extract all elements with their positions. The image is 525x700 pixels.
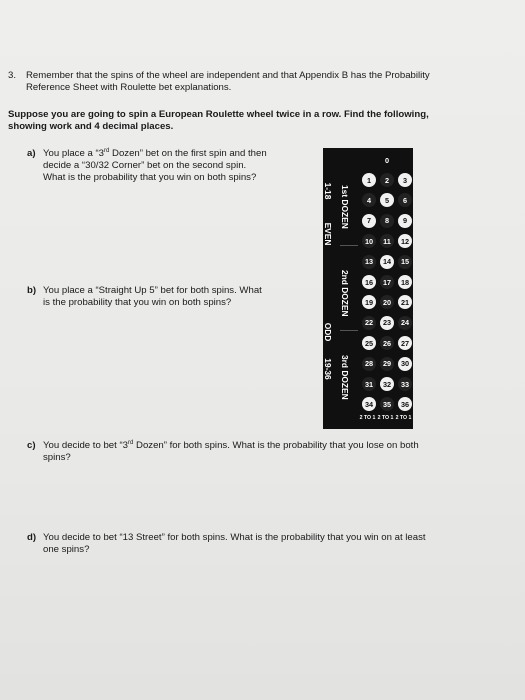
part-c-label: c) <box>27 440 36 451</box>
part-c-line2: spins? <box>43 452 71 463</box>
roulette-number: 31 <box>362 377 376 391</box>
part-b-line1: You place a “Straight Up 5” bet for both spins. What <box>43 285 262 296</box>
roulette-number: 4 <box>362 193 376 207</box>
roulette-number: 32 <box>380 377 394 391</box>
roulette-number: 16 <box>362 275 376 289</box>
roulette-number: 24 <box>398 316 412 330</box>
roulette-number: 7 <box>362 214 376 228</box>
dozen-1-label: 1st DOZEN <box>340 185 350 229</box>
part-a-line1: You place a “3rd Dozen” bet on the first spin and then <box>43 147 267 159</box>
bet-odd-label: ODD <box>323 322 333 342</box>
roulette-number: 21 <box>398 295 412 309</box>
part-a-line3: What is the probability that you win on both spins? <box>43 172 257 183</box>
roulette-number: 1 <box>362 173 376 187</box>
roulette-number: 23 <box>380 316 394 330</box>
roulette-number: 15 <box>398 255 412 269</box>
roulette-number: 11 <box>380 234 394 248</box>
roulette-number: 20 <box>380 295 394 309</box>
roulette-number: 3 <box>398 173 412 187</box>
roulette-number: 34 <box>362 397 376 411</box>
column-bet-1-label: 2 TO 1 <box>359 415 376 421</box>
part-d-line1: You decide to bet “13 Street” for both spins. What is the probability that you win on at least <box>43 532 426 543</box>
roulette-number: 19 <box>362 295 376 309</box>
part-d-line2: one spins? <box>43 544 90 555</box>
roulette-number: 14 <box>380 255 394 269</box>
roulette-number: 9 <box>398 214 412 228</box>
roulette-number: 36 <box>398 397 412 411</box>
bet-1-18-label: 1-18 <box>323 182 333 200</box>
column-bet-3-label: 2 TO 1 <box>395 415 412 421</box>
roulette-number: 10 <box>362 234 376 248</box>
roulette-number: 25 <box>362 336 376 350</box>
roulette-number: 27 <box>398 336 412 350</box>
roulette-number: 17 <box>380 275 394 289</box>
part-b-label: b) <box>27 285 37 296</box>
roulette-number: 8 <box>380 214 394 228</box>
dozen-2-label: 2nd DOZEN <box>340 270 350 317</box>
bet-19-36-label: 19-36 <box>323 358 333 380</box>
roulette-number: 12 <box>398 234 412 248</box>
roulette-number: 29 <box>380 357 394 371</box>
roulette-number: 18 <box>398 275 412 289</box>
question-text-line2: Reference Sheet with Roulette bet explanations. <box>26 82 232 93</box>
instructions-line1: Suppose you are going to spin a European Roulette wheel twice in a row. Find the following, <box>8 109 429 120</box>
roulette-number: 2 <box>380 173 394 187</box>
part-b-line2: is the probability that you win on both spins? <box>43 297 232 308</box>
column-bet-2-label: 2 TO 1 <box>377 415 394 421</box>
part-a-line2: decide a “30/32 Corner” bet on the second spin. <box>43 160 247 171</box>
roulette-number: 33 <box>398 377 412 391</box>
roulette-number: 30 <box>398 357 412 371</box>
part-a-label: a) <box>27 148 36 159</box>
roulette-zero <box>361 151 413 169</box>
roulette-number: 28 <box>362 357 376 371</box>
roulette-number: 13 <box>362 255 376 269</box>
roulette-number: 5 <box>380 193 394 207</box>
part-c-line1: You decide to bet “3rd Dozen” for both spins. What is the probability that you lose on both <box>43 439 419 451</box>
roulette-number: 35 <box>380 397 394 411</box>
dozen-divider <box>340 245 358 246</box>
roulette-number: 22 <box>362 316 376 330</box>
dozen-divider <box>340 330 358 331</box>
dozen-3-label: 3rd DOZEN <box>340 355 350 400</box>
roulette-zero-label: 0 <box>384 155 390 165</box>
instructions-line2: showing work and 4 decimal places. <box>8 121 174 132</box>
part-d-label: d) <box>27 532 37 543</box>
question-number: 3. <box>8 70 17 81</box>
roulette-number: 6 <box>398 193 412 207</box>
bet-even-label: EVEN <box>323 222 333 246</box>
roulette-number: 26 <box>380 336 394 350</box>
question-text-line1: Remember that the spins of the wheel are independent and that Appendix B has the Probability <box>26 70 430 81</box>
